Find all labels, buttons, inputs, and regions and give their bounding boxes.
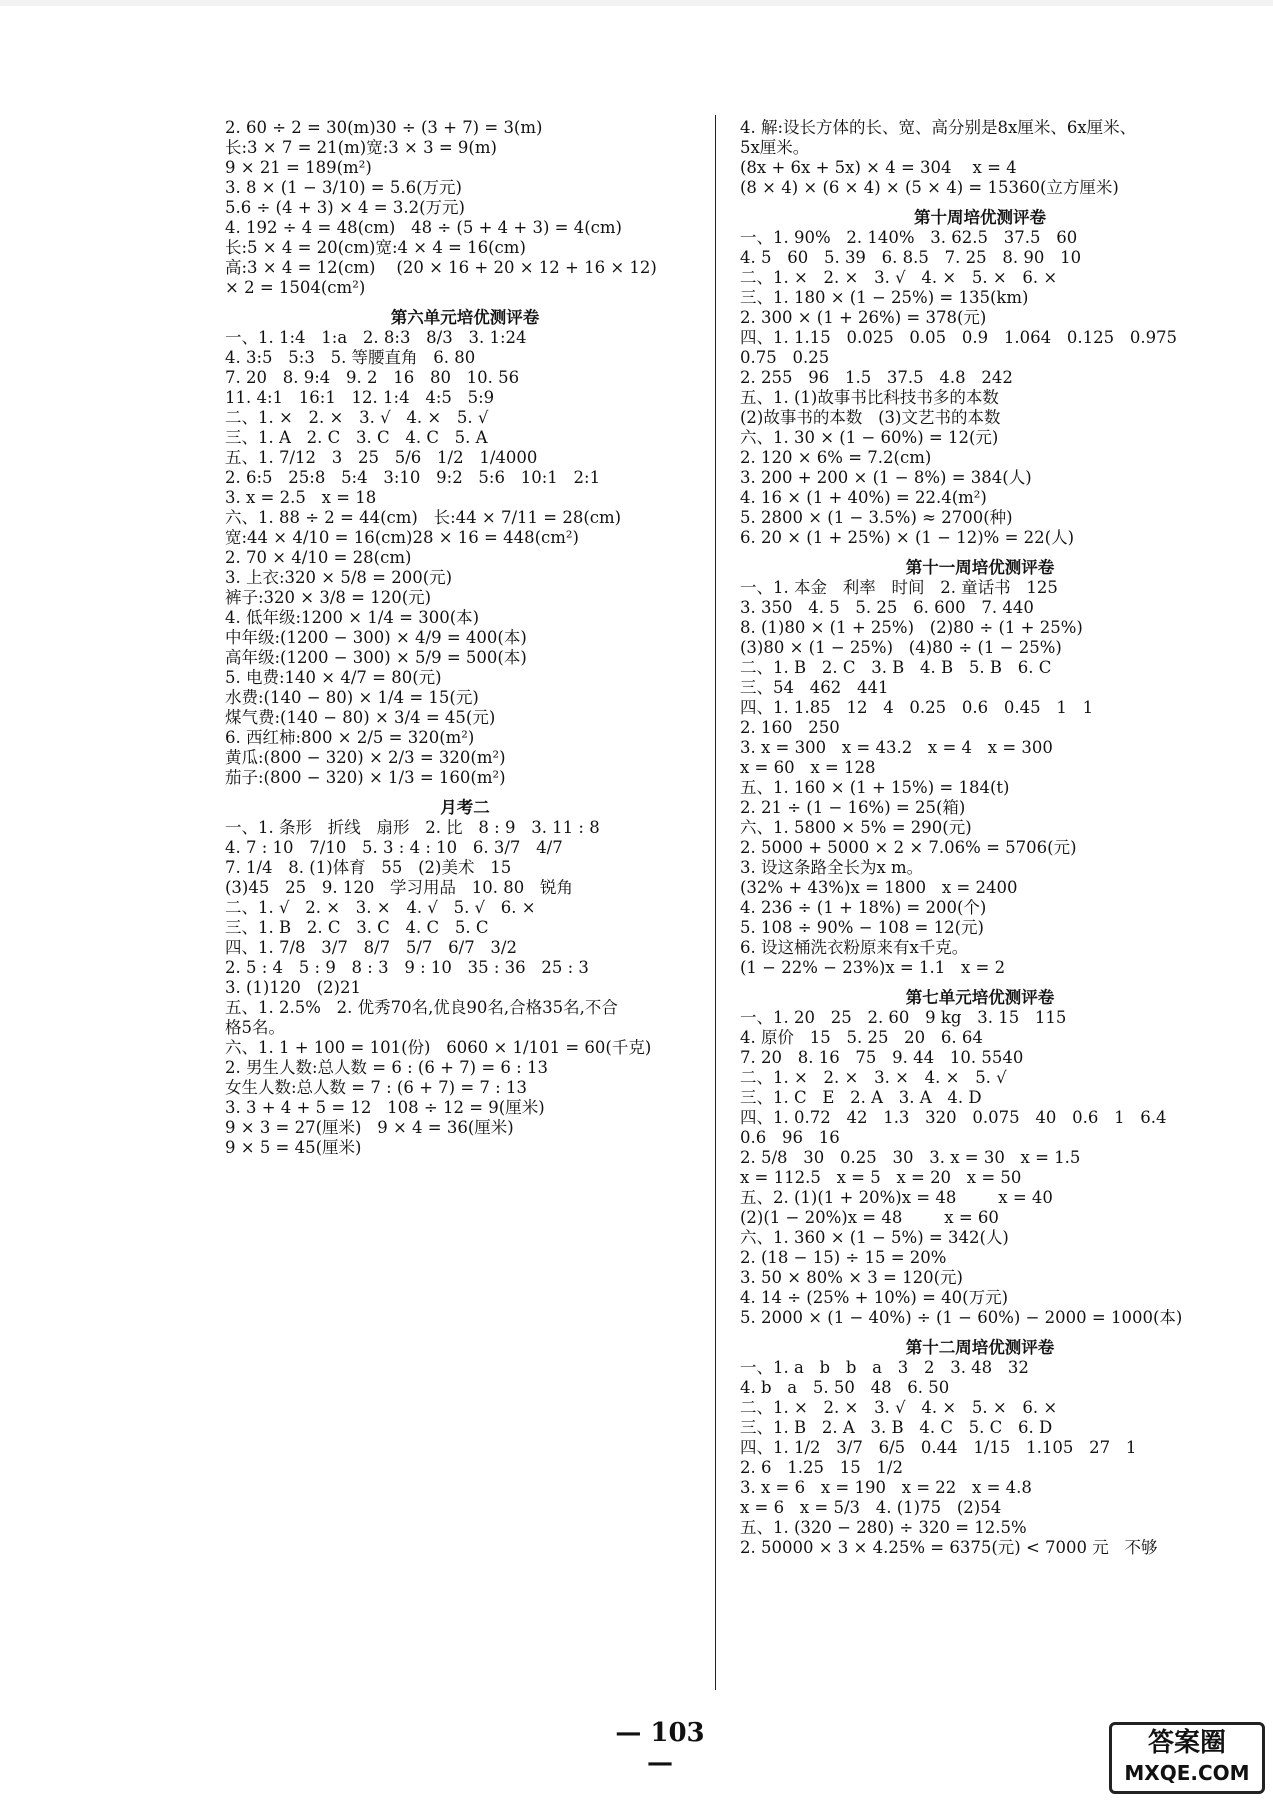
right-answer-line: 2. 5/8 30 0.25 30 3. x = 30 x = 1.5 bbox=[740, 1148, 1081, 1167]
right-answer-line: 3. 50 × 80% × 3 = 120(元) bbox=[740, 1268, 963, 1287]
right-answer-line: 4. 16 × (1 + 40%) = 22.4(m²) bbox=[740, 488, 987, 507]
left-answer-line: 三、1. A 2. C 3. C 4. C 5. A bbox=[225, 428, 488, 447]
right-answer-line: 6. 设这桶洗衣粉原来有x千克。 bbox=[740, 938, 969, 957]
right-answer-line: 5. 2800 × (1 − 3.5%) ≈ 2700(种) bbox=[740, 508, 1013, 527]
column-divider bbox=[715, 115, 716, 1690]
left-answer-line: 一、1. 条形 折线 扇形 2. 比 8 : 9 3. 11 : 8 bbox=[225, 818, 600, 837]
right-answer-line: 六、1. 30 × (1 − 60%) = 12(元) bbox=[740, 428, 999, 447]
right-answer-line: 3. 200 + 200 × (1 − 8%) = 384(人) bbox=[740, 468, 1032, 487]
right-section-heading: 第十二周培优测评卷 bbox=[905, 1338, 1055, 1357]
right-answer-line: 一、1. a b b a 3 2 3. 48 32 bbox=[740, 1358, 1029, 1377]
left-answer-line: 4. 3:5 5:3 5. 等腰直角 6. 80 bbox=[225, 348, 476, 367]
right-answer-line: x = 112.5 x = 5 x = 20 x = 50 bbox=[740, 1168, 1022, 1187]
right-answer-line: x = 6 x = 5/3 4. (1)75 (2)54 bbox=[740, 1498, 1002, 1517]
left-answer-line: 3. x = 2.5 x = 18 bbox=[225, 488, 377, 507]
right-answer-line: (2)(1 − 20%)x = 48 x = 60 bbox=[740, 1208, 999, 1227]
right-answer-line: 4. 5 60 5. 39 6. 8.5 7. 25 8. 90 10 bbox=[740, 248, 1082, 267]
left-answer-line: 3. 上衣:320 × 5/8 = 200(元) bbox=[225, 568, 453, 587]
left-answer-line: 9 × 5 = 45(厘米) bbox=[225, 1138, 362, 1157]
left-answer-line: 长:3 × 7 = 21(m)宽:3 × 3 = 9(m) bbox=[225, 138, 497, 157]
right-answer-line: 六、1. 5800 × 5% = 290(元) bbox=[740, 818, 972, 837]
right-answer-line: 二、1. × 2. × 3. √ 4. × 5. × 6. × bbox=[740, 268, 1058, 287]
right-answer-line: 三、1. C E 2. A 3. A 4. D bbox=[740, 1088, 982, 1107]
left-answer-line: 5.6 ÷ (4 + 3) × 4 = 3.2(万元) bbox=[225, 198, 465, 217]
left-answer-line: 2. 70 × 4/10 = 28(cm) bbox=[225, 548, 412, 567]
left-answer-line: 二、1. × 2. × 3. √ 4. × 5. √ bbox=[225, 408, 489, 427]
left-answer-line: 2. 60 ÷ 2 = 30(m)30 ÷ (3 + 7) = 3(m) bbox=[225, 118, 543, 137]
left-answer-line: 3. (1)120 (2)21 bbox=[225, 978, 361, 997]
watermark-url: MXQE.COM bbox=[1124, 1761, 1250, 1785]
right-answer-line: 2. 120 × 6% = 7.2(cm) bbox=[740, 448, 932, 467]
right-answer-line: 四、1. 1.85 12 4 0.25 0.6 0.45 1 1 bbox=[740, 698, 1094, 717]
right-answer-line: 2. 160 250 bbox=[740, 718, 840, 737]
left-answer-line: 7. 20 8. 9:4 9. 2 16 80 10. 56 bbox=[225, 368, 520, 387]
right-answer-line: 五、2. (1)(1 + 20%)x = 48 x = 40 bbox=[740, 1188, 1053, 1207]
left-answer-line: 水费:(140 − 80) × 1/4 = 15(元) bbox=[225, 688, 479, 707]
left-answer-line: 9 × 21 = 189(m²) bbox=[225, 158, 372, 177]
left-answer-line: 6. 西红柿:800 × 2/5 = 320(m²) bbox=[225, 728, 475, 747]
right-answer-line: 2. 50000 × 3 × 4.25% = 6375(元) < 7000 元 不够 bbox=[740, 1538, 1158, 1557]
left-answer-line: 2. 男生人数:总人数 = 6 : (6 + 7) = 6 : 13 bbox=[225, 1058, 548, 1077]
left-answer-line: 3. 8 × (1 − 3/10) = 5.6(万元) bbox=[225, 178, 462, 197]
right-answer-line: 2. 6 1.25 15 1/2 bbox=[740, 1458, 903, 1477]
right-answer-line: (2)故事书的本数 (3)文艺书的本数 bbox=[740, 408, 1001, 427]
right-answer-line: (1 − 22% − 23%)x = 1.1 x = 2 bbox=[740, 958, 1006, 977]
left-answer-line: × 2 = 1504(cm²) bbox=[225, 278, 366, 297]
left-answer-line: 2. 5 : 4 5 : 9 8 : 3 9 : 10 35 : 36 25 : 3 bbox=[225, 958, 589, 977]
right-answer-line: 四、1. 1.15 0.025 0.05 0.9 1.064 0.125 0.975 bbox=[740, 328, 1178, 347]
right-answer-line: 7. 20 8. 16 75 9. 44 10. 5540 bbox=[740, 1048, 1024, 1067]
right-answer-line: 2. 5000 + 5000 × 2 × 7.06% = 5706(元) bbox=[740, 838, 1077, 857]
left-answer-line: 格5名。 bbox=[225, 1018, 285, 1037]
left-section-heading: 第六单元培优测评卷 bbox=[390, 308, 540, 327]
left-answer-line: 9 × 3 = 27(厘米) 9 × 4 = 36(厘米) bbox=[225, 1118, 514, 1137]
right-answer-line: 2. 255 96 1.5 37.5 4.8 242 bbox=[740, 368, 1013, 387]
right-answer-line: 四、1. 0.72 42 1.3 320 0.075 40 0.6 1 6.4 bbox=[740, 1108, 1167, 1127]
left-answer-line: 六、1. 1 + 100 = 101(份) 6060 × 1/101 = 60(千克) bbox=[225, 1038, 652, 1057]
left-answer-line: 高:3 × 4 = 12(cm) (20 × 16 + 20 × 12 + 16 × 12) bbox=[225, 258, 657, 277]
right-answer-line: 3. x = 6 x = 190 x = 22 x = 4.8 bbox=[740, 1478, 1032, 1497]
left-answer-line: 五、1. 2.5% 2. 优秀70名,优良90名,合格35名,不合 bbox=[225, 998, 618, 1017]
right-answer-line: 一、1. 本金 利率 时间 2. 童话书 125 bbox=[740, 578, 1058, 597]
right-answer-line: 五、1. (1)故事书比科技书多的本数 bbox=[740, 388, 999, 407]
left-section-heading: 月考二 bbox=[440, 798, 490, 817]
right-answer-line: (3)80 × (1 − 25%) (4)80 ÷ (1 − 25%) bbox=[740, 638, 1062, 657]
right-answer-line: (32% + 43%)x = 1800 x = 2400 bbox=[740, 878, 1018, 897]
left-answer-line: 4. 7 : 10 7/10 5. 3 : 4 : 10 6. 3/7 4/7 bbox=[225, 838, 563, 857]
left-answer-line: 裤子:320 × 3/8 = 120(元) bbox=[225, 588, 432, 607]
right-answer-line: 二、1. × 2. × 3. √ 4. × 5. × 6. × bbox=[740, 1398, 1058, 1417]
right-answer-column bbox=[740, 118, 1220, 1558]
right-answer-line: 六、1. 360 × (1 − 5%) = 342(人) bbox=[740, 1228, 1009, 1247]
right-answer-line: 三、1. B 2. A 3. B 4. C 5. C 6. D bbox=[740, 1418, 1053, 1437]
right-answer-line: 一、1. 20 25 2. 60 9 kg 3. 15 115 bbox=[740, 1008, 1067, 1027]
right-answer-line: 3. 350 4. 5 5. 25 6. 600 7. 440 bbox=[740, 598, 1034, 617]
left-answer-line: 一、1. 1:4 1:a 2. 8:3 8/3 3. 1:24 bbox=[225, 328, 527, 347]
right-answer-line: (8x + 6x + 5x) × 4 = 304 x = 4 bbox=[740, 158, 1017, 177]
right-answer-line: 二、1. B 2. C 3. B 4. B 5. B 6. C bbox=[740, 658, 1052, 677]
left-answer-line: 三、1. B 2. C 3. C 4. C 5. C bbox=[225, 918, 489, 937]
left-answer-line: 中年级:(1200 − 300) × 4/9 = 400(本) bbox=[225, 628, 527, 647]
left-answer-line: (3)45 25 9. 120 学习用品 10. 80 锐角 bbox=[225, 878, 573, 897]
right-answer-line: 3. x = 300 x = 43.2 x = 4 x = 300 bbox=[740, 738, 1053, 757]
right-answer-line: 5. 2000 × (1 − 40%) ÷ (1 − 60%) − 2000 = 1000(本) bbox=[740, 1308, 1183, 1327]
left-answer-line: 二、1. √ 2. × 3. × 4. √ 5. √ 6. × bbox=[225, 898, 536, 917]
left-answer-line: 四、1. 7/8 3/7 8/7 5/7 6/7 3/2 bbox=[225, 938, 517, 957]
left-answer-line: 3. 3 + 4 + 5 = 12 108 ÷ 12 = 9(厘米) bbox=[225, 1098, 545, 1117]
right-section-heading: 第十一周培优测评卷 bbox=[905, 558, 1055, 577]
left-answer-line: 六、1. 88 ÷ 2 = 44(cm) 长:44 × 7/11 = 28(cm) bbox=[225, 508, 622, 527]
right-answer-line: 五、1. 160 × (1 + 15%) = 184(t) bbox=[740, 778, 1010, 797]
right-answer-line: 6. 20 × (1 + 25%) × (1 − 12)% = 22(人) bbox=[740, 528, 1075, 547]
watermark-title: 答案圈 bbox=[1147, 1728, 1226, 1758]
right-answer-line: 4. 14 ÷ (25% + 10%) = 40(万元) bbox=[740, 1288, 1009, 1307]
right-answer-line: 2. 21 ÷ (1 − 16%) = 25(箱) bbox=[740, 798, 966, 817]
left-answer-line: 4. 低年级:1200 × 1/4 = 300(本) bbox=[225, 608, 480, 627]
right-answer-line: 0.6 96 16 bbox=[740, 1128, 840, 1147]
left-answer-line: 11. 4:1 16:1 12. 1:4 4:5 5:9 bbox=[225, 388, 495, 407]
left-answer-line: 2. 6:5 25:8 5:4 3:10 9:2 5:6 10:1 2:1 bbox=[225, 468, 601, 487]
right-answer-line: 5. 108 ÷ 90% − 108 = 12(元) bbox=[740, 918, 984, 937]
left-answer-line: 7. 1/4 8. (1)体育 55 (2)美术 15 bbox=[225, 858, 512, 877]
right-section-heading: 第十周培优测评卷 bbox=[914, 208, 1046, 227]
left-answer-line: 煤气费:(140 − 80) × 3/4 = 45(元) bbox=[225, 708, 496, 727]
right-answer-line: 五、1. (320 − 280) ÷ 320 = 12.5% bbox=[740, 1518, 1027, 1537]
left-answer-line: 高年级:(1200 − 300) × 5/9 = 500(本) bbox=[225, 648, 527, 667]
right-answer-line: 一、1. 90% 2. 140% 3. 62.5 37.5 60 bbox=[740, 228, 1078, 247]
right-answer-line: 2. (18 − 15) ÷ 15 = 20% bbox=[740, 1248, 947, 1267]
left-answer-line: 长:5 × 4 = 20(cm)宽:4 × 4 = 16(cm) bbox=[225, 238, 526, 257]
right-answer-line: 四、1. 1/2 3/7 6/5 0.44 1/15 1.105 27 1 bbox=[740, 1438, 1137, 1457]
left-answer-line: 4. 192 ÷ 4 = 48(cm) 48 ÷ (5 + 4 + 3) = 4(cm) bbox=[225, 218, 622, 237]
right-answer-line: 三、1. 180 × (1 − 25%) = 135(km) bbox=[740, 288, 1029, 307]
right-answer-line: 三、54 462 441 bbox=[740, 678, 889, 697]
right-answer-line: x = 60 x = 128 bbox=[740, 758, 876, 777]
page-number: — 103 — bbox=[615, 1718, 705, 1778]
left-answer-column bbox=[225, 118, 705, 1158]
left-answer-line: 茄子:(800 − 320) × 1/3 = 160(m²) bbox=[225, 768, 506, 787]
right-answer-line: (8 × 4) × (6 × 4) × (5 × 4) = 15360(立方厘米) bbox=[740, 178, 1119, 197]
right-answer-line: 4. b a 5. 50 48 6. 50 bbox=[740, 1378, 950, 1397]
right-section-heading: 第七单元培优测评卷 bbox=[905, 988, 1055, 1007]
right-answer-line: 4. 解:设长方体的长、宽、高分别是8x厘米、6x厘米、 bbox=[740, 118, 1137, 137]
right-answer-line: 二、1. × 2. × 3. × 4. × 5. √ bbox=[740, 1068, 1007, 1087]
right-answer-line: 4. 236 ÷ (1 + 18%) = 200(个) bbox=[740, 898, 987, 917]
top-edge-strip bbox=[0, 0, 1273, 6]
right-answer-line: 8. (1)80 × (1 + 25%) (2)80 ÷ (1 + 25%) bbox=[740, 618, 1083, 637]
left-answer-line: 女生人数:总人数 = 7 : (6 + 7) = 7 : 13 bbox=[225, 1078, 527, 1097]
watermark-stamp bbox=[1109, 1722, 1265, 1794]
left-answer-line: 五、1. 7/12 3 25 5/6 1/2 1/4000 bbox=[225, 448, 538, 467]
right-answer-line: 5x厘米。 bbox=[740, 138, 810, 157]
left-answer-line: 5. 电费:140 × 4/7 = 80(元) bbox=[225, 668, 442, 687]
right-answer-line: 4. 原价 15 5. 25 20 6. 64 bbox=[740, 1028, 983, 1047]
right-answer-line: 2. 300 × (1 + 26%) = 378(元) bbox=[740, 308, 987, 327]
right-answer-line: 3. 设这条路全长为x m。 bbox=[740, 858, 924, 877]
left-answer-line: 黄瓜:(800 − 320) × 2/3 = 320(m²) bbox=[225, 748, 506, 767]
left-answer-line: 宽:44 × 4/10 = 16(cm)28 × 16 = 448(cm²) bbox=[225, 528, 579, 547]
right-answer-line: 0.75 0.25 bbox=[740, 348, 830, 367]
